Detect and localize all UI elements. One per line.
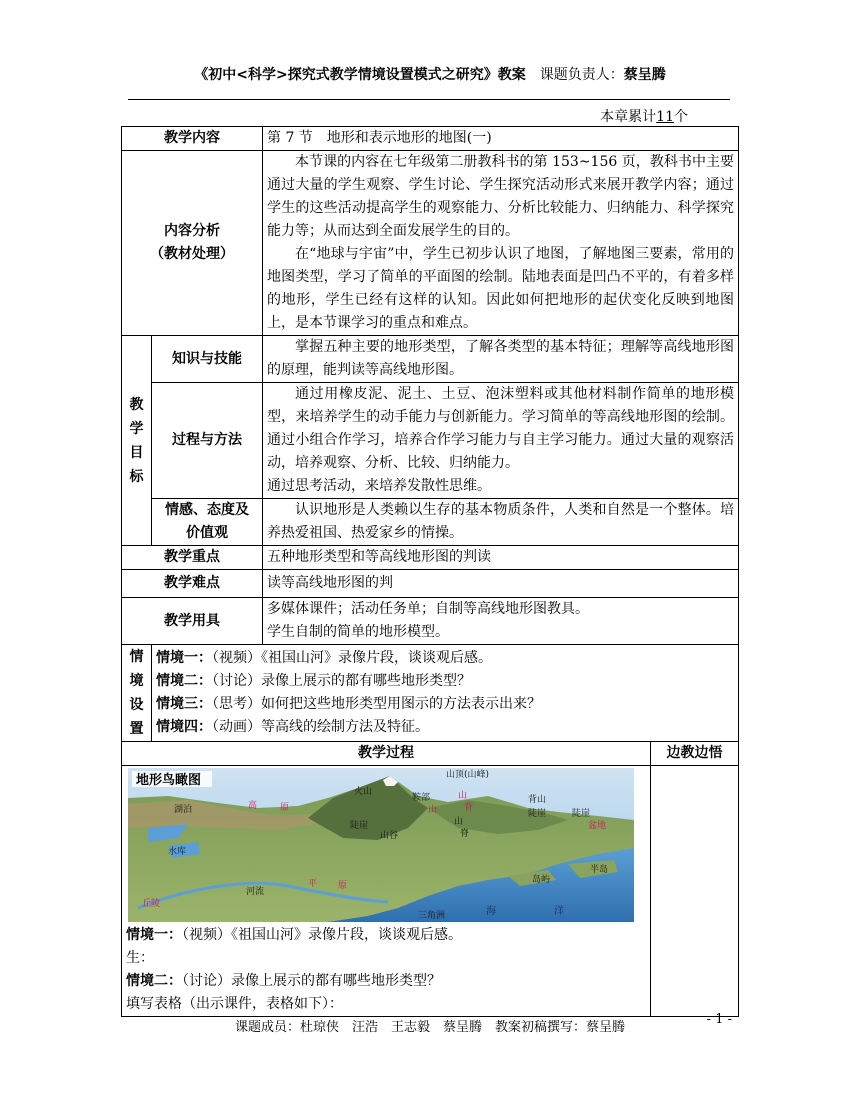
scenes-label-char: 置: [129, 721, 144, 737]
emotion-paragraph: 认识地形是人类赖以生存的基本物质条件，人类和自然是一个整体。培养热爱祖国、热爱家乡的情操。: [267, 502, 735, 541]
emotion-label-line2: 价值观: [186, 525, 228, 541]
header-title: 《初中<科学>探究式教学情境设置模式之研究》教案: [194, 67, 526, 83]
row-goal-emotion: [122, 499, 739, 546]
knowledge-label: 知识与技能: [152, 336, 263, 383]
tools-label: 教学用具: [122, 598, 263, 645]
counter-prefix: 本章累计: [600, 109, 657, 125]
terrain-map: [128, 768, 634, 922]
map-label-valley: 山谷: [380, 831, 399, 841]
map-label-ridge3: 山: [454, 817, 464, 827]
goals-label-char: 学: [129, 420, 144, 437]
map-label-delta: 三角洲: [418, 911, 446, 921]
process-paragraph-2: 通过思考活动，来培养发散性思维。: [267, 478, 491, 494]
map-label-reservoir: 水库: [168, 847, 187, 857]
scene-item: [156, 716, 734, 739]
row-goal-process: [122, 383, 739, 499]
scenes-label-char: 情: [129, 649, 144, 665]
lesson-plan-table: [121, 126, 739, 1017]
scene-name: 情境四：: [156, 719, 212, 735]
row-analysis: [122, 151, 739, 336]
emotion-label-line1: 情感、态度及: [165, 502, 249, 518]
process-scene-name: 情境二：: [126, 973, 182, 989]
analysis-label-line1: 内容分析: [164, 223, 220, 239]
process-header-label: 教学过程: [122, 742, 651, 766]
process-line: 填写表格（出示课件，表格如下）：: [126, 996, 343, 1012]
map-label-plateau1: 高: [248, 801, 258, 811]
map-label-lake: 湖泊: [174, 805, 193, 815]
scenes-label: [122, 645, 152, 742]
process-line: [126, 924, 646, 947]
side-notes-cell: [651, 766, 739, 1017]
header-owner-label: 课题负责人：: [539, 67, 624, 83]
row-goal-knowledge: [122, 336, 739, 383]
scene-name: 情境三：: [156, 696, 212, 712]
map-label-volcano: 火山: [354, 787, 373, 797]
map-label-ocean: 洋: [554, 906, 564, 917]
map-label-saddle: 鞍部: [412, 793, 431, 803]
tools-line: 多媒体课件；活动任务单；自制等高线地形图教具。: [267, 601, 589, 617]
process-scene-name: 情境一：: [126, 927, 182, 943]
map-title: 地形鸟瞰图: [136, 773, 202, 788]
scene-name: 情境二：: [156, 673, 212, 689]
map-label-steep2: 陡崖: [528, 809, 547, 819]
scene-text: （视频）《祖国山河》录像片段，谈谈观后感。: [212, 650, 492, 666]
map-label-ridge4: 脊: [460, 829, 470, 839]
goals-label-char: 教: [129, 396, 144, 413]
analysis-paragraph: 在“地球与宇宙”中，学生已初步认识了地图，了解地图三要素，常用的地图类型，学习了简单的平面图的绘制。陆地表面是凹凸不平的，有着多样的地形，学生已经有这样的认知。因此如何把地形的起伏变化反映到地图上，是本节课学习的重点和难点。: [267, 246, 735, 331]
key-point-value: 五种地形类型和等高线地形图的判读: [263, 546, 739, 570]
goals-label: [122, 336, 152, 546]
side-notes-label: 边教边悟: [651, 742, 739, 766]
analysis-text: [263, 151, 739, 336]
emotion-text: [263, 499, 739, 546]
scenes-label-char: 设: [129, 697, 144, 713]
process-scene-text: （视频）《祖国山河》录像片段，谈谈观后感。: [182, 927, 462, 943]
emotion-label: [152, 499, 263, 546]
scene-item: [156, 670, 734, 693]
map-label-hills: 丘陵: [142, 899, 161, 909]
counter-suffix: 个: [674, 109, 688, 125]
map-label-hill: 山: [428, 805, 438, 815]
scene-item: [156, 647, 734, 670]
map-label-ridge: 山: [458, 791, 468, 801]
tools-line: 学生自制的简单的地形模型。: [267, 624, 449, 640]
map-label-ridge2: 背: [464, 803, 474, 813]
map-label-plateau2: 原: [280, 803, 290, 813]
key-point-label: 教学重点: [122, 546, 263, 570]
scenes-list: [152, 645, 739, 742]
scene-text: （动画）等高线的绘制方法及特征。: [212, 719, 429, 735]
process-scene-text: （讨论）录像上展示的都有哪些地形类型？: [182, 973, 441, 989]
page-header: [0, 64, 860, 84]
content-label: 教学内容: [122, 127, 263, 151]
knowledge-text: [263, 336, 739, 383]
process-line: [126, 970, 646, 993]
goals-label-char: 目: [129, 444, 144, 461]
map-label-basin: 盆地: [588, 821, 607, 831]
map-label-summit: 山顶(山峰): [446, 770, 490, 780]
row-content: [122, 127, 739, 151]
map-label-peninsula: 半岛: [590, 865, 609, 875]
header-rule: [128, 99, 730, 100]
map-label-sea: 海: [486, 906, 496, 917]
scene-text: （思考）如何把这些地形类型用图示的方法表示出来？: [212, 696, 541, 712]
map-label-plain2: 原: [338, 881, 348, 891]
row-scenes: [122, 645, 739, 742]
map-label-river: 河流: [246, 887, 265, 897]
scene-name: 情境一：: [156, 650, 212, 666]
counter-number: 11: [656, 109, 674, 125]
row-difficulty: [122, 570, 739, 598]
analysis-label-line2: （教材处理）: [150, 246, 234, 262]
difficulty-label: 教学难点: [122, 570, 263, 598]
difficulty-value: 读等高线地形图的判: [263, 570, 739, 598]
scene-text: （讨论）录像上展示的都有哪些地形类型？: [212, 673, 471, 689]
content-value: 第 7 节 地形和表示地形的地图(一): [263, 127, 739, 151]
terrain-map-svg: [128, 768, 634, 922]
map-label-steep3: 陡崖: [572, 809, 591, 819]
map-label-ridge-top: 背山: [528, 795, 547, 805]
process-label: 过程与方法: [152, 383, 263, 499]
process-body: [122, 766, 651, 1017]
tools-text: [263, 598, 739, 645]
process-paragraph: 通过用橡皮泥、泥土、土豆、泡沫塑料或其他材料制作简单的地形模型，来培养学生的动手能力与创新能力。学习简单的等高线地形图的绘制。通过小组合作学习，培养合作学习能力与自主学习能力。通过大量的观察活动，培养观察、分析、比较、归纳能力。: [267, 386, 735, 471]
map-label-island: 岛屿: [532, 875, 551, 885]
scenes-label-char: 境: [129, 673, 144, 689]
page-number: - 1 -: [706, 1012, 732, 1027]
map-label-plain1: 平: [308, 879, 318, 889]
header-owner-name: 蔡呈腾: [623, 67, 666, 83]
row-process-header: [122, 742, 739, 766]
analysis-label: [122, 151, 263, 336]
row-key-point: [122, 546, 739, 570]
analysis-paragraph: 本节课的内容在七年级第二册教科书的第 153~156 页，教科书中主要通过大量的学生观察、学生讨论、学生探究活动形式来展开教学内容；通过学生的这些活动提高学生的观察能力、分析比较能力、归纳能力、科学探究能力等；从而达到全面发展学生的目的。: [267, 154, 735, 239]
page-footer: 课题成员：杜琼侠 汪浩 王志毅 蔡呈腾 教案初稿撰写：蔡呈腾: [234, 1020, 625, 1035]
knowledge-paragraph: 掌握五种主要的地形类型，了解各类型的基本特征；理解等高线地形图的原理，能判读等高线地形图。: [267, 339, 735, 378]
row-tools: [122, 598, 739, 645]
scene-item: [156, 693, 734, 716]
chapter-counter: [600, 106, 688, 126]
row-process-body: [122, 766, 739, 1017]
process-text: [263, 383, 739, 499]
process-line: 生：: [126, 950, 154, 966]
map-label-steep1: 陡崖: [350, 821, 369, 831]
goals-label-char: 标: [129, 468, 144, 485]
